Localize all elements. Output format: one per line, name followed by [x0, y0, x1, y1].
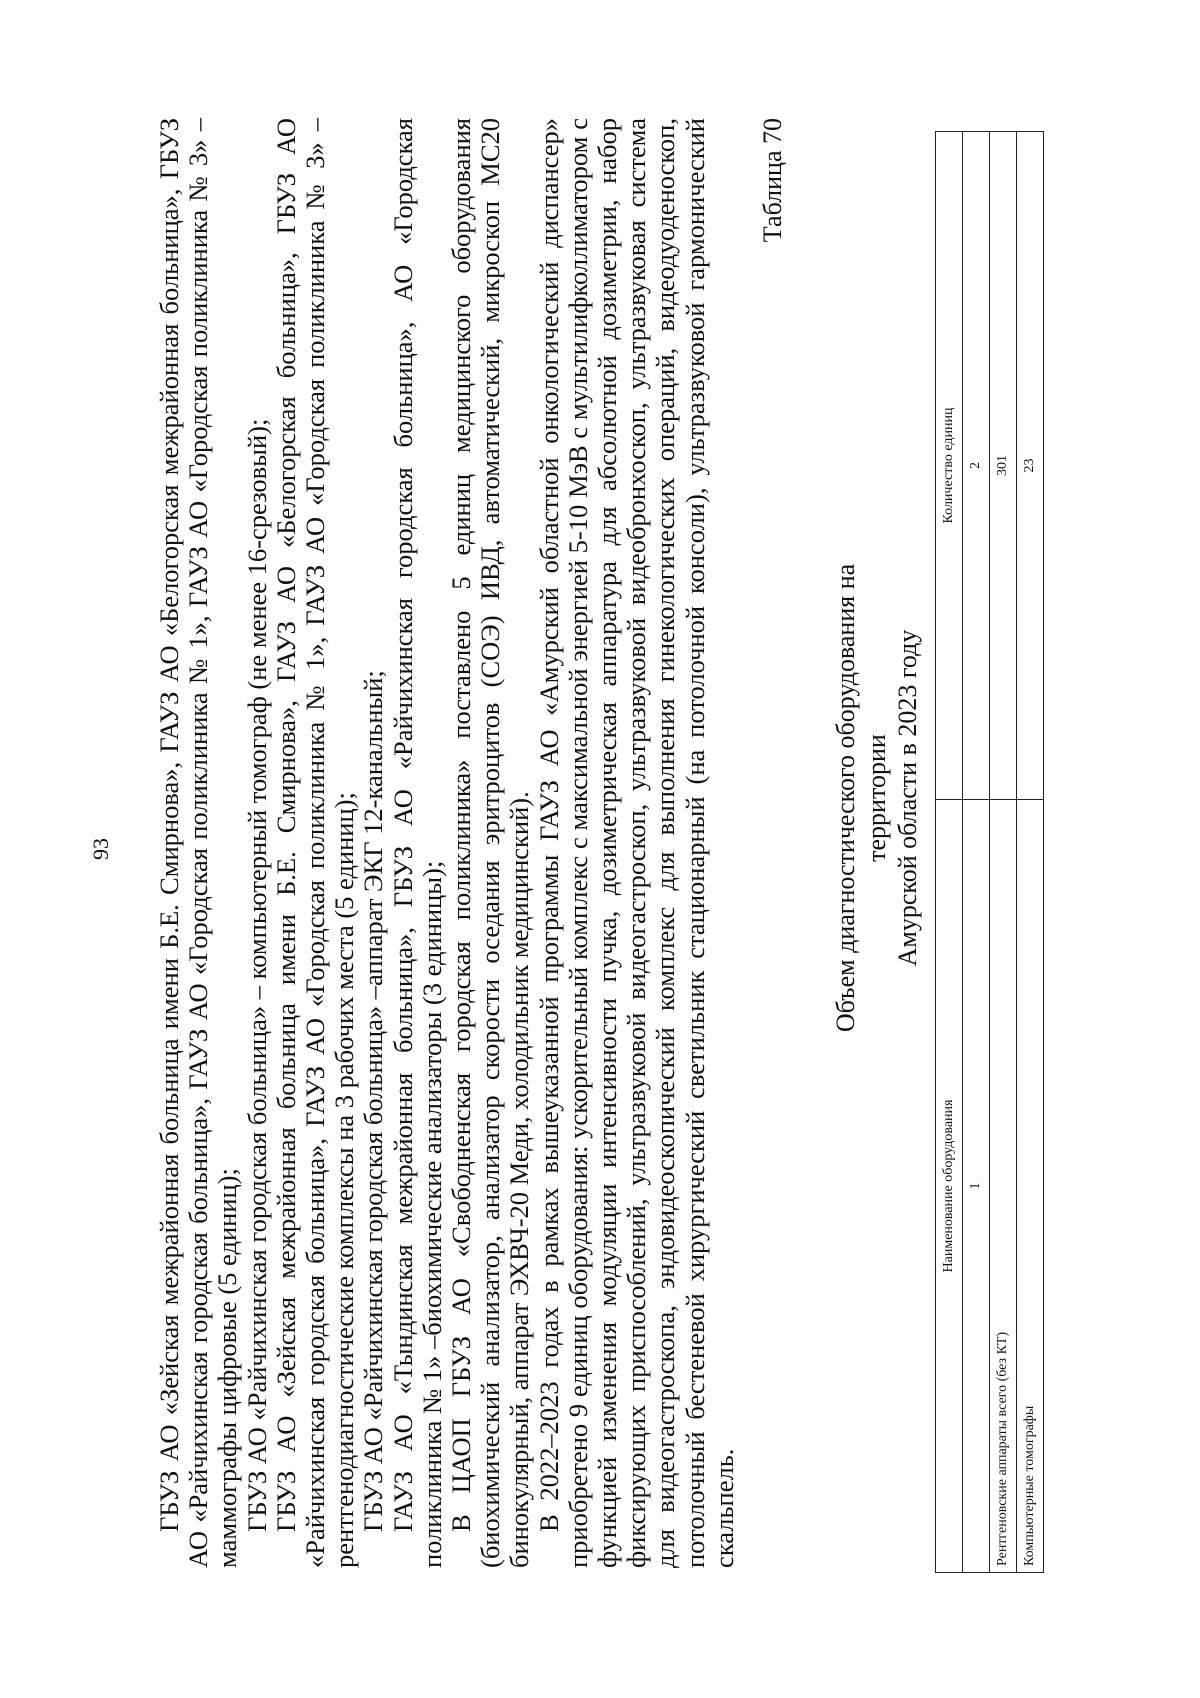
- paragraph: ГАУЗ АО «Тындинская межрайонная больница», ГБУЗ АО «Райчихинская городская больница», АО «Городская поликлиника № 1» –биохимические анализаторы (3 единицы);: [387, 118, 447, 1568]
- table-row: [990, 132, 1017, 1573]
- table-caption: [830, 498, 923, 1098]
- table-caption-line: Объем диагностического оборудования на территории: [831, 563, 891, 1033]
- paragraph: В 2022–2023 годах в рамках вышеуказанной программы ГАУЗ АО «Амурский областной онкологический диспансер» приобретено 9 единиц оборудования: ускорительный комплекс с максимальной энергией 5-10 МэВ с мультилифколлиматором с функцией изменения модуляции интенсивности пучка, дозиметрическая аппаратура для абсолютной дозиметрии, набор фиксирующих приспособлений, ультразвуковой видеогастроскоп, ультразвуковой видеобронхоскоп, ультразвуковая система для видеогастроскопа, эндовидеоскопический комплекс для выполнения гинекологических операций, видеодуоденоскоп, потолочный бестеневой хирургический светильник стационарный (на потолочной консоли), ультразвуковой гармонический скальпель.: [533, 118, 739, 1568]
- table-caption-line: Амурской области в 2023 году: [893, 629, 922, 967]
- header-unit-count: Количество единиц: [936, 132, 963, 800]
- header-equipment-name: Наименование оборудования: [936, 800, 963, 1573]
- paragraph: ГБУЗ АО «Зейская межрайонная больница имени Б.Е. Смирнова», ГАУЗ АО «Белогорская больница», ГБУЗ АО «Райчихинская городская больница», ГАУЗ АО «Городская поликлиника № 1», ГАУЗ АО «Городская поликлиника № 3» – рентгенодиагностические комплексы на 3 рабочих места (5 единиц);: [270, 118, 360, 1568]
- table-label: Таблица 70: [758, 118, 787, 243]
- paragraph: ГБУЗ АО «Зейская межрайонная больница имени Б.Е. Смирнова», ГАУЗ АО «Белогорская межрайонная больница», ГБУЗ АО «Райчихинская городская больница», ГАУЗ АО «Городская поликлиника № 1», ГАУЗ АО «Городская поликлиника № 3» – маммографы цифровые (5 единиц);: [154, 118, 243, 1568]
- column-number: 2: [963, 132, 990, 800]
- paragraph: В ЦАОП ГБУЗ АО «Свободненская городская поликлиника» поставлено 5 единиц медицинского оборудования (биохимический анализатор, анализатор скорости оседания эритроцитов (СОЭ) ИВД, автоматический, микроскоп МС20 бинокулярный, аппарат ЭХВЧ-20 Меди, холодильник медицинский).: [446, 118, 535, 1568]
- body-text: [155, 118, 739, 1568]
- equipment-table: [935, 131, 1044, 1573]
- table-column-number-row: [963, 132, 990, 1573]
- table-header-row: [936, 132, 963, 1573]
- paragraph: ГБУЗ АО «Райчихинская городская больница» – компьютерный томограф (не менее 16-срезовый);: [241, 418, 272, 1532]
- equipment-name: Компьютерные томографы: [1017, 800, 1044, 1573]
- equipment-name: Рентгеновские аппараты всего (без КТ): [990, 800, 1017, 1573]
- table-row: [1017, 132, 1044, 1573]
- unit-count: 23: [1017, 132, 1044, 800]
- page-number: 93: [88, 838, 113, 860]
- unit-count: 301: [990, 132, 1017, 800]
- column-number: 1: [963, 800, 990, 1573]
- paragraph: ГБУЗ АО «Райчихинская городская больница» –аппарат ЭКГ 12-канальный;: [358, 670, 389, 1532]
